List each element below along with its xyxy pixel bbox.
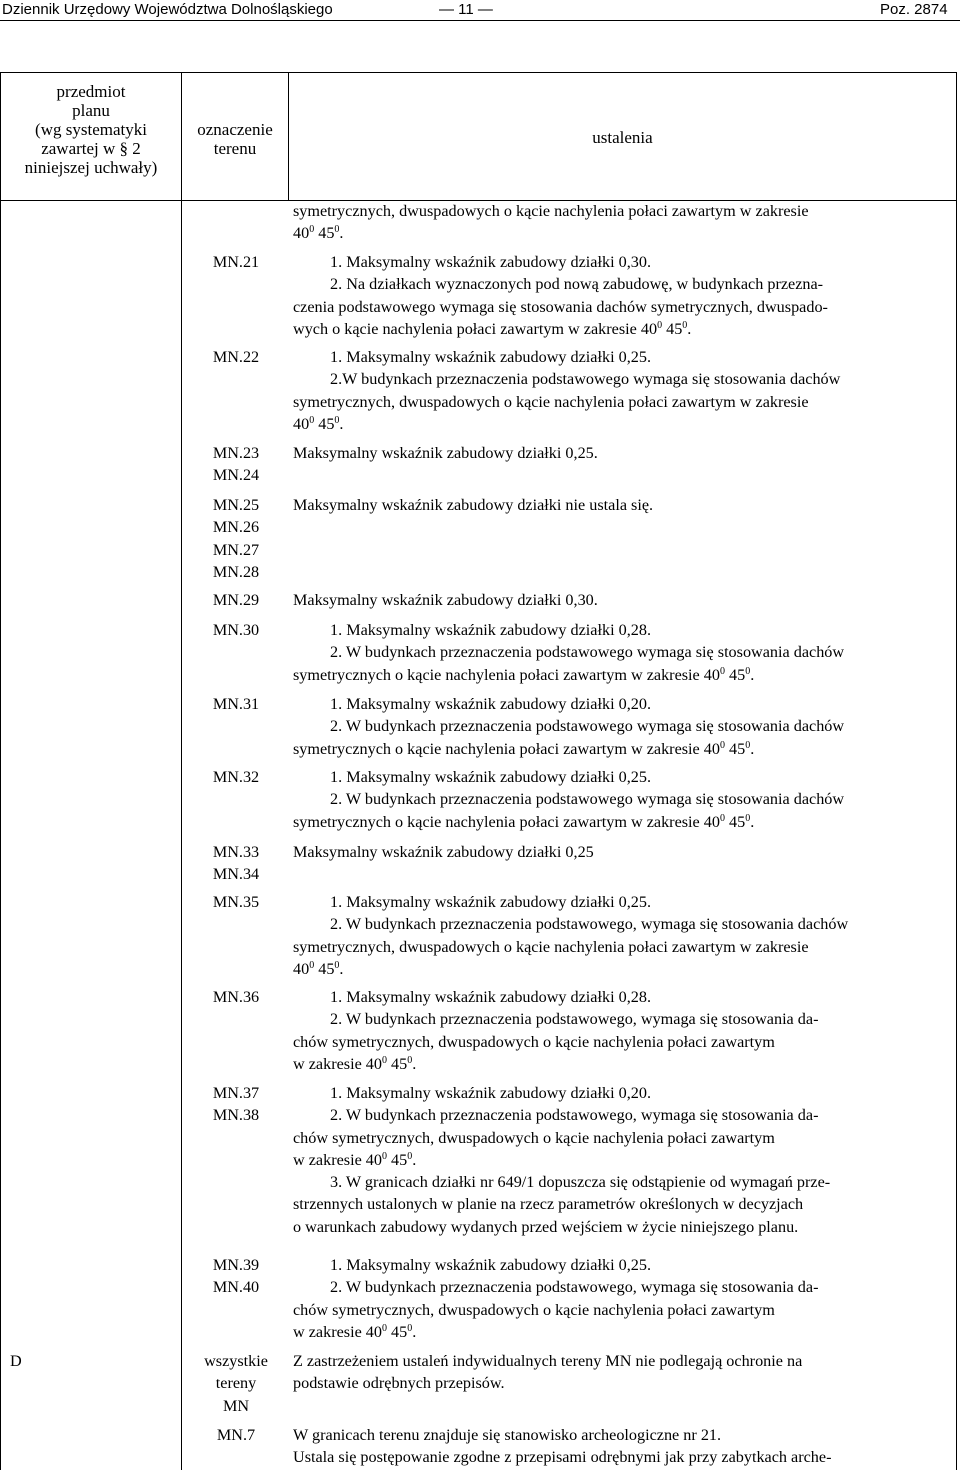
designation-mn31: MN.31 — [212, 695, 260, 713]
provisions-mn33-mn34: Maksymalny wskaźnik zabudowy działki 0,25 — [293, 843, 594, 861]
designation-mn25-mn28: MN.25 MN.26 MN.27 MN.28 — [212, 496, 260, 581]
provisions-mn22: 1. Maksymalny wskaźnik zabudowy działki 0,25. 2.W budynkach przeznaczenia podstawowego wymaga się stosowania dachów symetrycznych, dwuspadowych o kącie nachylenia połaci zawartym w zakresie $40^0$ $45^0$. — [293, 348, 841, 433]
designation-mn21: MN.21 — [212, 253, 260, 271]
provisions-mn36: 1. Maksymalny wskaźnik zabudowy działki 0,28. 2. W budynkach przeznaczenia podstawowego, wymaga się stosowania da- chów symetrycznych, dwuspadowych o kącie nachylenia połaci zawartym w zakresie $40^0$ $45^0$. — [293, 988, 819, 1073]
journal-title: Dziennik Urzędowy Województwa Dolnośląskiego — [2, 1, 333, 18]
provisions-mn23-mn24: Maksymalny wskaźnik zabudowy działki 0,25. — [293, 444, 598, 462]
designation-all-mn: wszystkie tereny MN — [204, 1352, 268, 1415]
designation-mn36: MN.36 — [212, 988, 260, 1006]
position-number: Poz. 2874 — [880, 1, 948, 18]
provisions-mn39-mn40: 1. Maksymalny wskaźnik zabudowy działki 0,25. 2. W budynkach przeznaczenia podstawowego, wymaga się stosowania da- chów symetrycznych, dwuspadowych o kącie nachylenia połaci zawartym w zakresie $40^0$ $45^0$. — [293, 1256, 819, 1341]
designation-mn37-mn38: MN.37 MN.38 — [212, 1084, 260, 1125]
designation-mn30: MN.30 — [212, 621, 260, 639]
header-designation: oznaczenie terenu — [197, 120, 273, 158]
designation-mn7: MN.7 — [216, 1426, 256, 1444]
designation-mn29: MN.29 — [212, 591, 260, 609]
designation-mn35: MN.35 — [212, 893, 260, 911]
provisions-mn21: 1. Maksymalny wskaźnik zabudowy działki 0,30. 2. Na działkach wyznaczonych pod nową zabudowę, w budynkach przezna- czenia podstawowego wymaga się stosowania dachów symetrycznych, dwuspado- wych o kącie nachylenia połaci zawartym w zakresie $40^0$ $45^0$. — [293, 253, 828, 338]
provisions-mn30: 1. Maksymalny wskaźnik zabudowy działki 0,28. 2. W budynkach przeznaczenia podstawowego wymaga się stosowania dachów symetrycznych o kącie nachylenia połaci zawartym w zakresie $40^0$ $45^0$. — [293, 621, 845, 684]
provisions-mn32: 1. Maksymalny wskaźnik zabudowy działki 0,25. 2. W budynkach przeznaczenia podstawowego wymaga się stosowania dachów symetrycznych o kącie nachylenia połaci zawartym w zakresie $40^0$ $45^0$. — [293, 768, 845, 831]
provisions-all-mn: Z zastrzeżeniem ustaleń indywidualnych tereny MN nie podlegają ochronie na podstawie odrębnych przepisów. — [293, 1352, 803, 1393]
designation-mn39-mn40: MN.39 MN.40 — [212, 1256, 260, 1297]
header-rule — [0, 20, 960, 21]
column-divider-1 — [181, 72, 182, 1470]
page-header — [0, 0, 960, 22]
header-subject: przedmiot planu (wg systematyki zawartej w § 2 niniejszej uchwały) — [24, 82, 158, 177]
designation-mn22: MN.22 — [212, 348, 260, 366]
provisions-mn29: Maksymalny wskaźnik zabudowy działki 0,30. — [293, 591, 598, 609]
provisions-mn35: 1. Maksymalny wskaźnik zabudowy działki 0,25. 2. W budynkach przeznaczenia podstawowego, wymaga się stosowania dachów symetrycznych, dwuspadowych o kącie nachylenia połaci zawartym w zakresie $40^0$ $45^0$. — [293, 893, 849, 978]
provisions-mn25-mn28: Maksymalny wskaźnik zabudowy działki nie ustala się. — [293, 496, 654, 514]
section-letter: D — [10, 1352, 22, 1370]
designation-mn33-mn34: MN.33 MN.34 — [212, 843, 260, 884]
designation-mn23-mn24: MN.23 MN.24 — [212, 444, 260, 485]
row-continuation: symetrycznych, dwuspadowych o kącie nachylenia połaci zawartym w zakresie $40^0$ $45^0$. — [293, 202, 809, 243]
page-number: — 11 — — [439, 1, 493, 18]
designation-mn32: MN.32 — [212, 768, 260, 786]
provisions-mn37-mn38: 1. Maksymalny wskaźnik zabudowy działki 0,20. 2. W budynkach przeznaczenia podstawowego, wymaga się stosowania da- chów symetrycznych, dwuspadowych o kącie nachylenia połaci zawartym w zakresie $40^0$ $45^0$. 3. W granicach działki nr 649/1 dopuszcza się odstąpienie od wymagań prze- strzennych ustalonych w planie na rzecz parametrów określonych w decyzjach o warunkach zabudowy wydanych przed wejściem w życie niniejszego planu. — [293, 1084, 831, 1236]
provisions-mn31: 1. Maksymalny wskaźnik zabudowy działki 0,20. 2. W budynkach przeznaczenia podstawowego wymaga się stosowania dachów symetrycznych o kącie nachylenia połaci zawartym w zakresie $40^0$ $45^0$. — [293, 695, 845, 758]
provisions-mn7: W granicach terenu znajduje się stanowisko archeologiczne nr 21. Ustala się postępowanie zgodne z przepisami odrębnymi jak przy zabytkach arche- — [293, 1426, 832, 1467]
header-provisions: ustalenia — [592, 128, 653, 147]
